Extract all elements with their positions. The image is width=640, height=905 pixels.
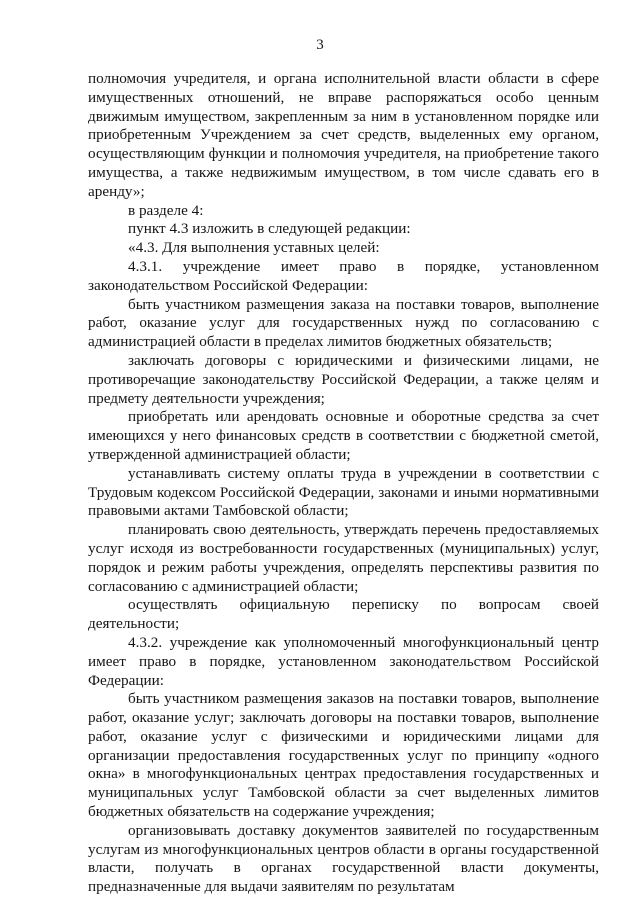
page-number: 3 (316, 37, 324, 53)
paragraph: приобретать или арендовать основные и оборотные средства за счет имеющихся у него финансовых средств в соответствии с бюджетной сметой, утвержденной администрацией области; (88, 408, 599, 463)
paragraph: 4.3.1. учреждение имеет право в порядке, установленном законодательством Российской Федерации: (88, 257, 599, 294)
paragraph: организовывать доставку документов заявителей по государственным услугам из многофункциональных центров области в органы государственной власти, получать в органах государственной власти документы, предназначенные для выдачи заявителям по результатам (88, 821, 599, 896)
paragraph: планировать свою деятельность, утверждать перечень предоставляемых услуг исходя из востребованности государственных (муниципальных) услуг, порядок и режим работы учреждения, определять перспективы развития по согласованию с администрацией области; (88, 521, 599, 595)
paragraph: быть участником размещения заказов на поставки товаров, выполнение работ, оказание услуг; заключать договоры на поставки товаров, выполнение работ, оказание услуг с физическими и юридическими лицами для организации предоставления государственных услуг по принципу «одного окна» в многофункциональных центрах предоставления государственных и муниципальных услуг Тамбовской области за счет выделенных лимитов бюджетных обязательств на содержание учреждения; (88, 690, 599, 821)
paragraph: осуществлять официальную переписку по вопросам своей деятельности; (88, 596, 599, 633)
paragraph: полномочия учредителя, и органа исполнительной власти области в сфере имущественных отношений, не вправе распоряжаться особо ценным движимым имуществом, закрепленным за ним в установленном порядке или приобретенным Учреждением за счет средств, выделенных ему органом, осуществляющим функции и полномочия учредителя, на приобретение такого имущества, а также недвижимым имуществом, в том числе сдавать его в аренду»; (88, 70, 599, 200)
paragraph: 4.3.2. учреждение как уполномоченный многофункциональный центр имеет право в порядке, установленном законодательством Российской Федерации: (88, 633, 599, 689)
paragraph: заключать договоры с юридическими и физическими лицами, не противоречащие законодательству Российской Федерации, а также целям и предмету деятельности учреждения; (88, 351, 599, 407)
document-body (88, 70, 599, 897)
paragraph: устанавливать систему оплаты труда в учреждении в соответствии с Трудовым кодексом Российской Федерации, законами и иными нормативными правовыми актами Тамбовской области; (88, 464, 599, 520)
paragraph: быть участником размещения заказа на поставки товаров, выполнение работ, оказание услуг для государственных нужд по согласованию с администрацией области в пределах лимитов бюджетных обязательств; (88, 295, 599, 351)
paragraph: пункт 4.3 изложить в следующей редакции: (128, 220, 411, 238)
paragraph: «4.3. Для выполнения уставных целей: (128, 239, 380, 257)
paragraph: в разделе 4: (128, 201, 204, 219)
